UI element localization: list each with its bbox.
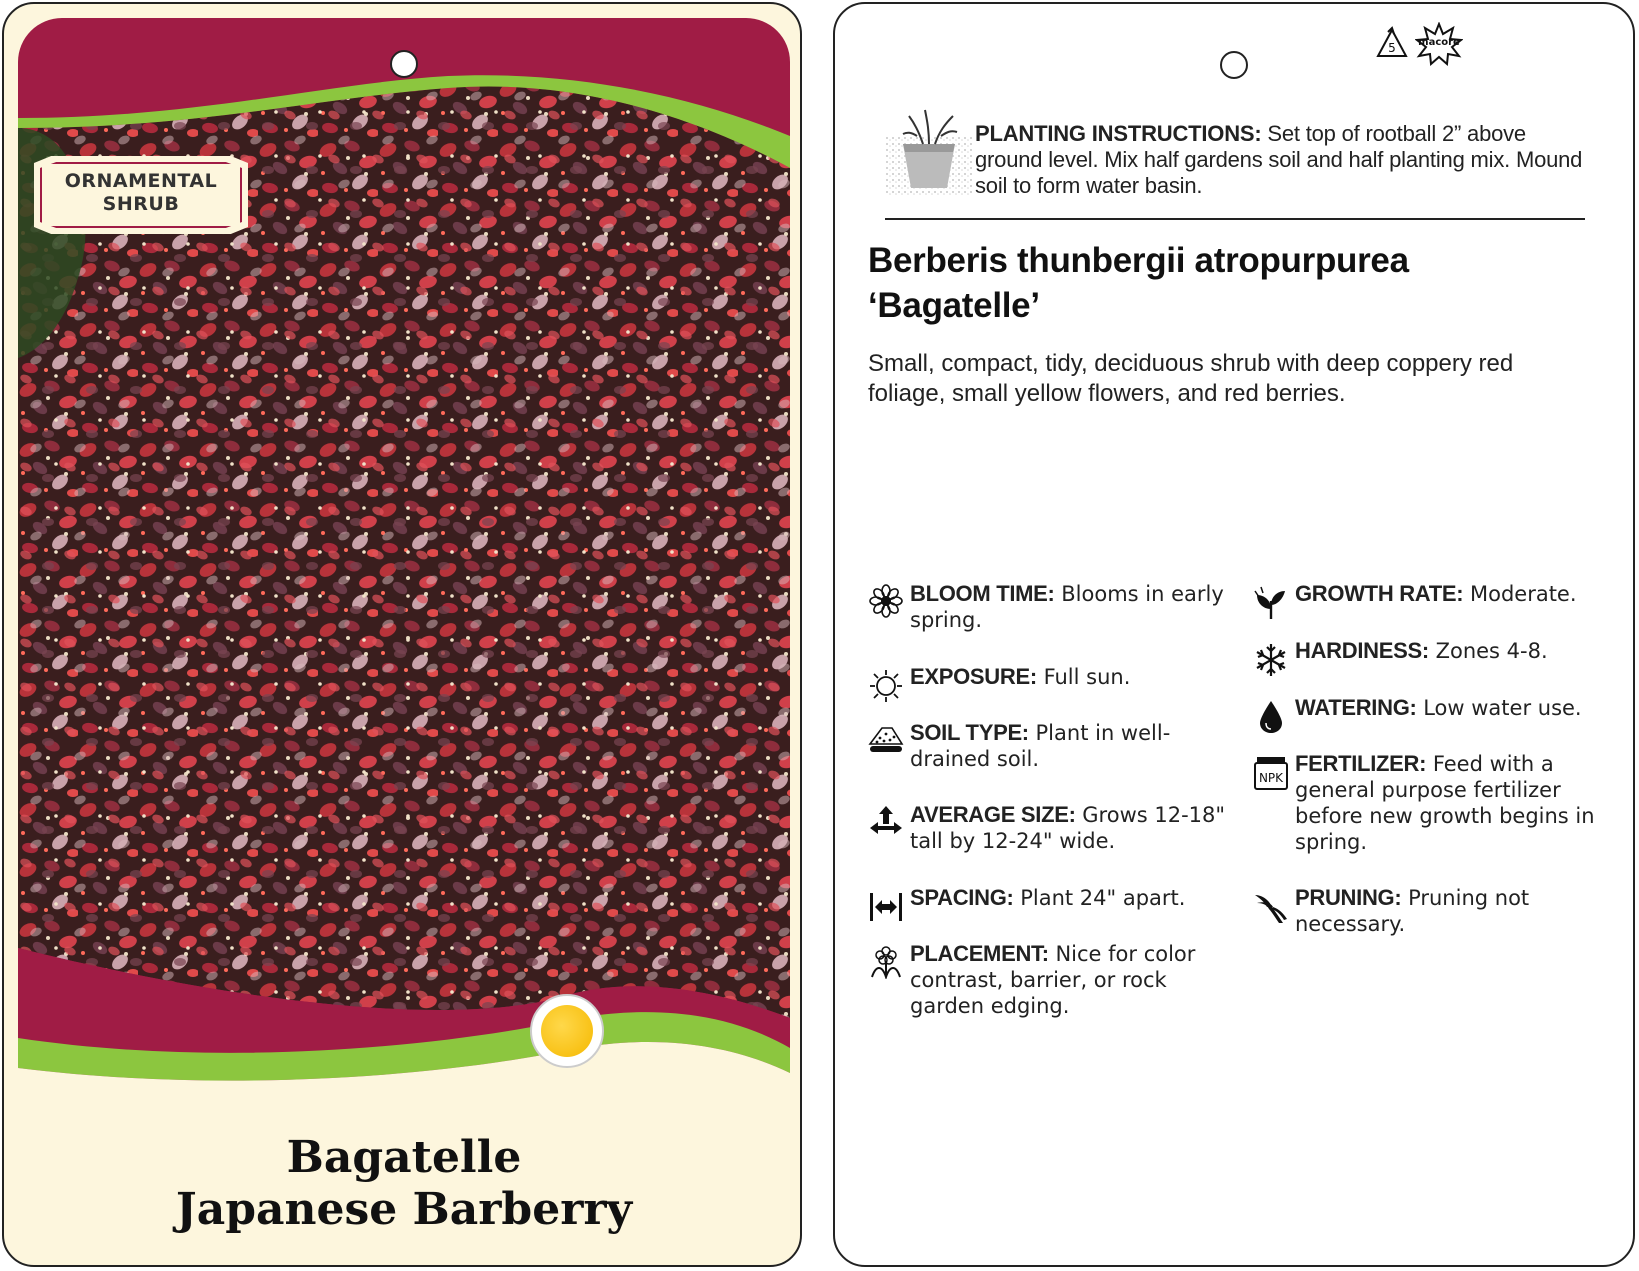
sun-icon: [530, 994, 604, 1068]
fertilizer-label: FERTILIZER:: [1295, 751, 1427, 776]
bloom-time-label: BLOOM TIME:: [910, 581, 1055, 606]
pruning-value: Pruning not necessary.: [1295, 886, 1530, 936]
soil-icon: [868, 722, 904, 758]
badge-line-1: ORNAMENTAL: [64, 170, 218, 192]
hardiness-value: Zones 4-8.: [1428, 639, 1548, 663]
pruning-label: PRUNING:: [1295, 885, 1402, 910]
planting-instructions-label: PLANTING INSTRUCTIONS:: [975, 121, 1262, 146]
placement-value: Nice for color contrast, barrier, or rock garden edging.: [910, 942, 1196, 1018]
badge-line-2: SHRUB: [102, 193, 180, 215]
sun-outline-icon: [868, 668, 904, 704]
watering-label: WATERING:: [1295, 695, 1417, 720]
placement-label: PLACEMENT:: [910, 941, 1049, 966]
common-name: [4, 1132, 802, 1236]
planting-pot-icon: [885, 106, 973, 198]
fertilizer-value: Feed with a general purpose fertilizer before new growth begins in spring.: [1295, 752, 1595, 854]
average-size-value: Grows 12-18" tall by 12-24" wide.: [910, 803, 1226, 853]
size-arrows-icon: [868, 804, 904, 840]
spacing-label: SPACING:: [910, 885, 1014, 910]
attribute-average-size: [910, 802, 1240, 854]
attribute-exposure: [910, 664, 1240, 690]
sprout-icon: [1253, 585, 1289, 621]
attribute-watering: [1295, 695, 1625, 721]
water-drop-icon: [1253, 699, 1289, 735]
exposure-label: EXPOSURE:: [910, 664, 1037, 689]
npk-text: NPK: [1258, 771, 1284, 785]
npk-bag-icon: [1253, 755, 1289, 791]
front-tag: [2, 2, 802, 1267]
attribute-pruning: [1295, 885, 1625, 937]
botanical-name-line-2: ‘Bagatelle’: [868, 286, 1040, 325]
category-badge-text: [34, 170, 248, 216]
hang-hole: [1220, 51, 1248, 79]
attribute-fertilizer: [1258, 751, 1625, 855]
placement-icon: [868, 943, 904, 979]
snowflake-icon: [1253, 642, 1289, 678]
attribute-placement: [910, 941, 1240, 1019]
watering-value: Low water use.: [1416, 696, 1582, 720]
growth-rate-value: Moderate.: [1463, 582, 1577, 606]
recycle-5-icon: [1374, 26, 1410, 62]
hardiness-label: HARDINESS:: [1295, 638, 1429, 663]
plant-description: Small, compact, tidy, deciduous shrub with deep coppery red foliage, small yellow flowers, and red berries.: [868, 350, 1514, 407]
growth-rate-label: GROWTH RATE:: [1295, 581, 1464, 606]
hang-hole: [390, 50, 418, 78]
botanical-name: [868, 238, 1598, 328]
attribute-soil-type: [910, 720, 1240, 772]
bloom-time-value: Blooms in early spring.: [910, 582, 1224, 632]
common-name-line-2: Japanese Barberry: [175, 1184, 633, 1235]
planting-instructions-text: Set top of rootball 2” above ground level. Mix half gardens soil and half planting mix. Mound soil to form water basin.: [975, 121, 1583, 198]
soil-type-label: SOIL TYPE:: [910, 720, 1029, 745]
flower-icon: [868, 583, 904, 619]
attribute-spacing: [910, 885, 1240, 911]
common-name-line-1: Bagatelle: [286, 1132, 522, 1183]
back-tag: [833, 2, 1635, 1267]
recycle-number: 5: [1388, 41, 1396, 55]
divider: [885, 218, 1585, 220]
botanical-name-line-1: Berberis thunbergii atropurpurea: [868, 241, 1409, 280]
planting-instructions: [975, 121, 1595, 199]
pruners-icon: [1253, 889, 1289, 925]
spacing-value: Plant 24" apart.: [1013, 886, 1186, 910]
average-size-label: AVERAGE SIZE:: [910, 802, 1076, 827]
attribute-bloom-time: [910, 581, 1240, 633]
attribute-hardiness: [1295, 638, 1625, 664]
exposure-value: Full sun.: [1036, 665, 1131, 689]
spacing-arrows-icon: [868, 889, 904, 925]
attribute-growth-rate: [1295, 581, 1625, 607]
soil-type-value: Plant in well-drained soil.: [910, 721, 1171, 771]
macore-text: macore: [1418, 37, 1460, 48]
